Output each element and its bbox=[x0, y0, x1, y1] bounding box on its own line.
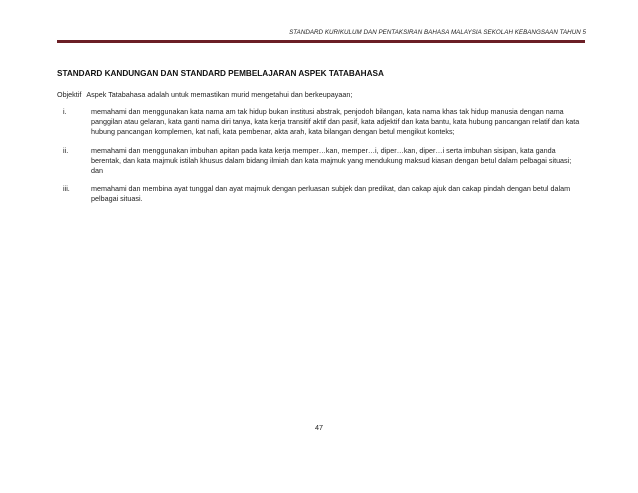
list-item-number: iii. bbox=[63, 184, 70, 194]
header-rule bbox=[57, 40, 585, 43]
list-item-text: memahami dan menggunakan kata nama am tak hidup bukan institusi abstrak, penjodoh bilangan, kata nama khas tak hidup manusia dengan nama panggilan atau gelaran, kata ganti nama diri tanya, kata kerja transitif aktif dan pasif, kata adjektif dan kata bantu, kata hubung pancangan relatif dan kata hubung pancangan komplemen, kat nafi, kata pembenar, akta arah, kata bilangan dengan betul mengikut konteks; bbox=[91, 107, 580, 137]
list-item-text: memahami dan membina ayat tunggal dan ayat majmuk dengan perluasan subjek dan predikat, dan cakap ajuk dan cakap pindah dengan betul dalam pelbagai situasi. bbox=[91, 184, 571, 204]
running-header: STANDARD KURIKULUM DAN PENTAKSIRAN BAHASA MALAYSIA SEKOLAH KEBANGSAAN TAHUN 5 bbox=[289, 29, 586, 36]
list-item-number: ii. bbox=[63, 145, 69, 155]
list-item bbox=[57, 107, 583, 138]
objective-list bbox=[57, 107, 583, 213]
objective-label: Objektif bbox=[57, 90, 82, 99]
objective-text: Aspek Tatabahasa adalah untuk memastikan murid mengetahui dan berkeupayaan; bbox=[86, 90, 353, 99]
list-item bbox=[57, 146, 583, 177]
page-number: 47 bbox=[315, 423, 323, 432]
list-item-number: i. bbox=[63, 107, 67, 116]
list-item-text: memahami dan menggunakan imbuhan apitan pada kata kerja memper…kan, memper…i, diper…kan, diper…i serta imbuhan sisipan, kata ganda berentak, dan kata majmuk istilah khusus dalam bidang ilmiah dan kata majmuk yang mendukung maksud kiasan dengan betul dalam pelbagai situasi; dan bbox=[91, 145, 572, 176]
section-heading: STANDARD KANDUNGAN DAN STANDARD PEMBELAJARAN ASPEK TATABAHASA bbox=[57, 69, 384, 78]
list-item bbox=[57, 184, 583, 204]
objective-line bbox=[57, 90, 352, 99]
